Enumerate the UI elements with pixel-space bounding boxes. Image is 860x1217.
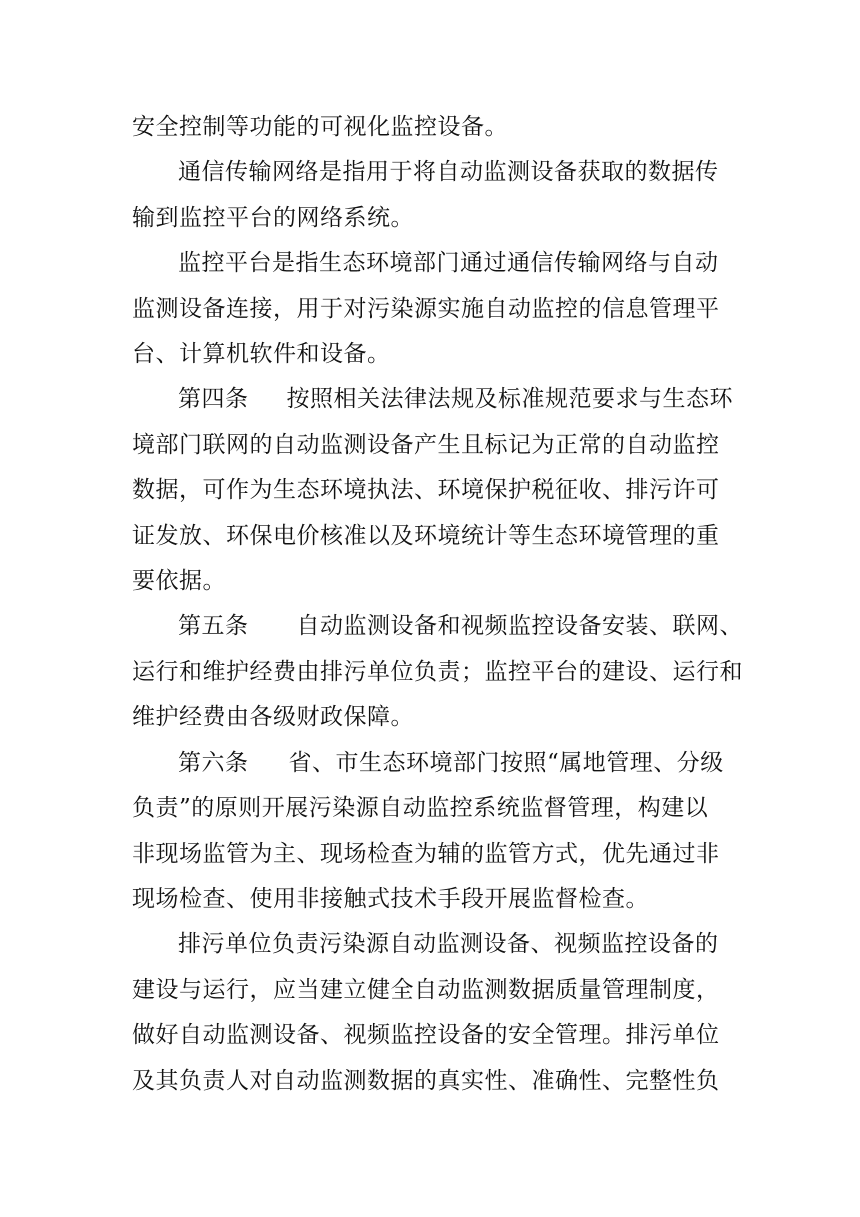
text-line: 台、计算机软件和设备。 — [132, 341, 391, 368]
text-line: 做好自动监测设备、视频监控设备的安全管理。排污单位 — [132, 1022, 720, 1049]
article-four-heading: 第四条 — [178, 386, 249, 413]
text-line: 现场检查、使用非接触式技术手段开展监督检查。 — [132, 885, 649, 912]
text-line: 证发放、环保电价核准以及环境统计等生态环境管理的重 — [132, 522, 720, 549]
document-body — [132, 105, 743, 1104]
text-line: 非现场监管为主、现场检查为辅的监管方式，优先通过非 — [132, 840, 720, 867]
article-four-line — [132, 377, 732, 422]
text-line: 及其负责人对自动监测数据的真实性、准确性、完整性负 — [132, 1067, 720, 1094]
text-line: 要依据。 — [132, 568, 226, 595]
text-line: 境部门联网的自动监测设备产生且标记为正常的自动监控 — [132, 431, 720, 458]
article-five-heading: 第五条 — [178, 613, 249, 640]
text-line: 通信传输网络是指用于将自动监测设备获取的数据传 — [178, 159, 719, 186]
text-line: 负责”的原则开展污染源自动监控系统监督管理，构建以 — [132, 795, 709, 822]
text-line: 自动监测设备和视频监控设备安装、联网、 — [296, 613, 743, 640]
article-six-heading: 第六条 — [178, 749, 249, 776]
text-line: 排污单位负责污染源自动监测设备、视频监控设备的 — [178, 931, 719, 958]
article-five-line — [132, 604, 743, 649]
text-line: 安全控制等功能的可视化监控设备。 — [132, 114, 508, 140]
text-line: 监测设备连接，用于对污染源实施自动监控的信息管理平 — [132, 295, 720, 322]
text-line: 按照相关法律法规及标准规范要求与生态环 — [286, 386, 733, 413]
text-line: 输到监控平台的网络系统。 — [132, 204, 414, 231]
text-line: 数据，可作为生态环境执法、环境保护税征收、排污许可 — [132, 477, 720, 504]
text-line: 建设与运行，应当建立健全自动监测数据质量管理制度， — [132, 976, 720, 1003]
text-line: 维护经费由各级财政保障。 — [132, 704, 414, 731]
text-line: 省、市生态环境部门按照“属地管理、分级 — [288, 749, 724, 776]
text-line: 监控平台是指生态环境部门通过通信传输网络与自动 — [178, 250, 719, 277]
text-line: 运行和维护经费由排污单位负责；监控平台的建设、运行和 — [132, 658, 743, 685]
article-six-line — [132, 741, 732, 786]
